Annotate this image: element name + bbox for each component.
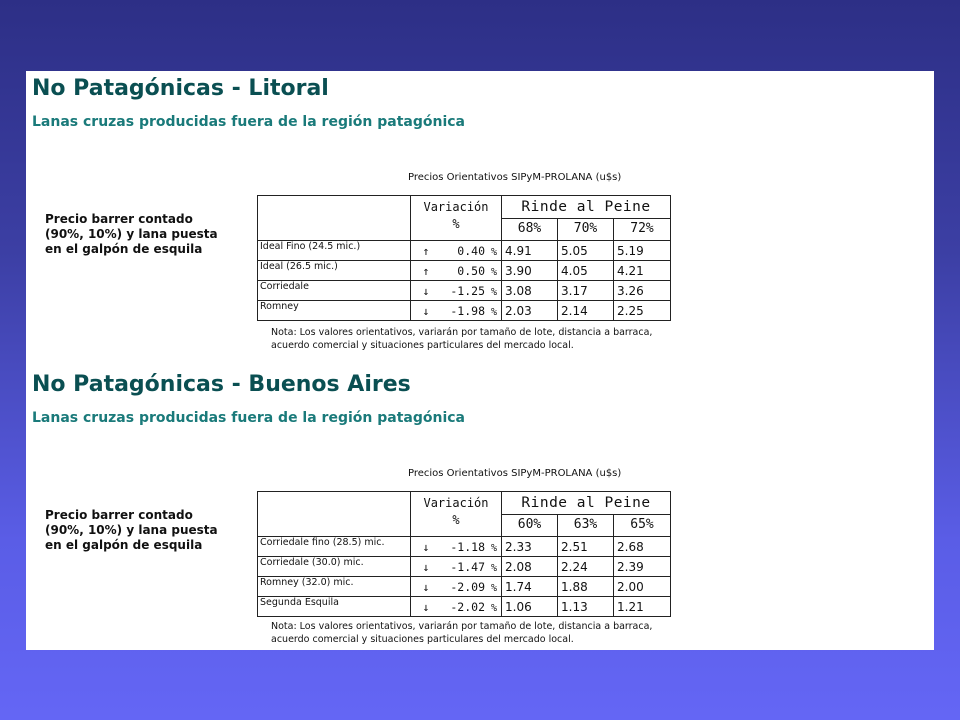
header-rinde-col: 70% bbox=[558, 218, 614, 241]
variation-pct: % bbox=[490, 246, 497, 258]
header-rinde-col: 60% bbox=[502, 514, 558, 537]
variation-value: 0.50 bbox=[457, 263, 485, 278]
slide-content bbox=[26, 71, 934, 650]
price-value: 3.17 bbox=[558, 281, 614, 301]
price-value: 2.03 bbox=[502, 301, 558, 321]
price-value: 1.74 bbox=[502, 577, 558, 597]
trend-arrow-icon: ↓ bbox=[422, 283, 430, 298]
price-value: 4.21 bbox=[614, 261, 671, 281]
variation-pct: % bbox=[490, 286, 497, 298]
trend-arrow-icon: ↑ bbox=[422, 243, 430, 258]
header-variacion bbox=[411, 196, 502, 241]
row-name: Corriedale bbox=[258, 281, 411, 301]
header-variacion-label: Variación bbox=[423, 200, 489, 214]
price-value: 2.25 bbox=[614, 301, 671, 321]
price-value: 2.68 bbox=[614, 537, 671, 557]
price-value: 2.24 bbox=[558, 557, 614, 577]
variation-value: -1.25 bbox=[450, 283, 485, 298]
trend-arrow-icon: ↓ bbox=[422, 579, 430, 594]
note-line: Nota: Los valores orientativos, variarán por tamaño de lote, distancia a barraca, bbox=[271, 327, 653, 338]
price-value: 1.88 bbox=[558, 577, 614, 597]
note-line: Nota: Los valores orientativos, variarán por tamaño de lote, distancia a barraca, bbox=[271, 621, 653, 632]
section-subtitle: Lanas cruzas producidas fuera de la región patagónica bbox=[32, 410, 465, 426]
table-row bbox=[258, 261, 671, 281]
section-litoral bbox=[26, 71, 934, 361]
price-value: 2.51 bbox=[558, 537, 614, 557]
price-value: 4.05 bbox=[558, 261, 614, 281]
row-variation bbox=[411, 557, 502, 577]
table-note bbox=[271, 326, 731, 352]
row-variation bbox=[411, 281, 502, 301]
price-value: 1.13 bbox=[558, 597, 614, 617]
row-name: Romney (32.0) mic. bbox=[258, 577, 411, 597]
variation-value: -2.09 bbox=[450, 579, 485, 594]
variation-value: -1.18 bbox=[450, 539, 485, 554]
row-name: Corriedale fino (28.5) mic. bbox=[258, 537, 411, 557]
header-rinde-col: 68% bbox=[502, 218, 558, 241]
header-blank-cell bbox=[258, 196, 411, 241]
table-note bbox=[271, 620, 731, 646]
variation-value: -1.47 bbox=[450, 559, 485, 574]
price-heading: Precios Orientativos SIPyM-PROLANA (u$s) bbox=[408, 468, 622, 479]
table-row bbox=[258, 301, 671, 321]
table-header-row bbox=[258, 196, 671, 219]
price-value: 5.19 bbox=[614, 241, 671, 261]
price-value: 2.08 bbox=[502, 557, 558, 577]
section-buenos-aires bbox=[26, 367, 934, 657]
header-rinde-col: 63% bbox=[558, 514, 614, 537]
row-variation bbox=[411, 597, 502, 617]
row-name: Ideal (26.5 mic.) bbox=[258, 261, 411, 281]
table-row bbox=[258, 537, 671, 557]
variation-pct: % bbox=[490, 602, 497, 614]
price-value: 3.90 bbox=[502, 261, 558, 281]
price-condition-label: Precio barrer contado (90%, 10%) y lana puesta en el galpón de esquila bbox=[45, 508, 218, 552]
price-value: 2.39 bbox=[614, 557, 671, 577]
header-variacion-unit: % bbox=[452, 513, 460, 527]
row-variation bbox=[411, 301, 502, 321]
header-rinde: Rinde al Peine bbox=[502, 492, 671, 515]
row-variation bbox=[411, 261, 502, 281]
header-variacion-unit: % bbox=[452, 217, 460, 231]
price-heading: Precios Orientativos SIPyM-PROLANA (u$s) bbox=[408, 172, 622, 183]
table-row bbox=[258, 577, 671, 597]
variation-value: -1.98 bbox=[450, 303, 485, 318]
header-blank-cell bbox=[258, 492, 411, 537]
row-variation bbox=[411, 241, 502, 261]
row-name: Ideal Fino (24.5 mic.) bbox=[258, 241, 411, 261]
header-variacion-label: Variación bbox=[423, 496, 489, 510]
trend-arrow-icon: ↓ bbox=[422, 559, 430, 574]
price-value: 5.05 bbox=[558, 241, 614, 261]
variation-pct: % bbox=[490, 582, 497, 594]
row-variation bbox=[411, 577, 502, 597]
trend-arrow-icon: ↓ bbox=[422, 303, 430, 318]
table-row bbox=[258, 557, 671, 577]
row-variation bbox=[411, 537, 502, 557]
note-line: acuerdo comercial y situaciones particulares del mercado local. bbox=[271, 340, 574, 351]
price-value: 1.21 bbox=[614, 597, 671, 617]
price-value: 2.33 bbox=[502, 537, 558, 557]
table-header-row bbox=[258, 492, 671, 515]
header-rinde-col: 65% bbox=[614, 514, 671, 537]
variation-pct: % bbox=[490, 266, 497, 278]
section-title: No Patagónicas - Buenos Aires bbox=[32, 372, 411, 397]
variation-value: -2.02 bbox=[450, 599, 485, 614]
section-title: No Patagónicas - Litoral bbox=[32, 76, 329, 101]
variation-pct: % bbox=[490, 562, 497, 574]
price-value: 2.00 bbox=[614, 577, 671, 597]
table-row bbox=[258, 597, 671, 617]
section-subtitle: Lanas cruzas producidas fuera de la región patagónica bbox=[32, 114, 465, 130]
row-name: Romney bbox=[258, 301, 411, 321]
trend-arrow-icon: ↓ bbox=[422, 599, 430, 614]
price-value: 3.08 bbox=[502, 281, 558, 301]
row-name: Corriedale (30.0) mic. bbox=[258, 557, 411, 577]
variation-value: 0.40 bbox=[457, 243, 485, 258]
price-value: 1.06 bbox=[502, 597, 558, 617]
price-value: 2.14 bbox=[558, 301, 614, 321]
row-name: Segunda Esquila bbox=[258, 597, 411, 617]
table-row bbox=[258, 241, 671, 261]
price-value: 3.26 bbox=[614, 281, 671, 301]
price-condition-label: Precio barrer contado (90%, 10%) y lana puesta en el galpón de esquila bbox=[45, 212, 218, 256]
table-row bbox=[258, 281, 671, 301]
trend-arrow-icon: ↑ bbox=[422, 263, 430, 278]
header-rinde: Rinde al Peine bbox=[502, 196, 671, 219]
note-line: acuerdo comercial y situaciones particulares del mercado local. bbox=[271, 634, 574, 645]
variation-pct: % bbox=[490, 542, 497, 554]
price-table bbox=[257, 195, 671, 321]
variation-pct: % bbox=[490, 306, 497, 318]
price-value: 4.91 bbox=[502, 241, 558, 261]
trend-arrow-icon: ↓ bbox=[422, 539, 430, 554]
price-table bbox=[257, 491, 671, 617]
header-variacion bbox=[411, 492, 502, 537]
header-rinde-col: 72% bbox=[614, 218, 671, 241]
